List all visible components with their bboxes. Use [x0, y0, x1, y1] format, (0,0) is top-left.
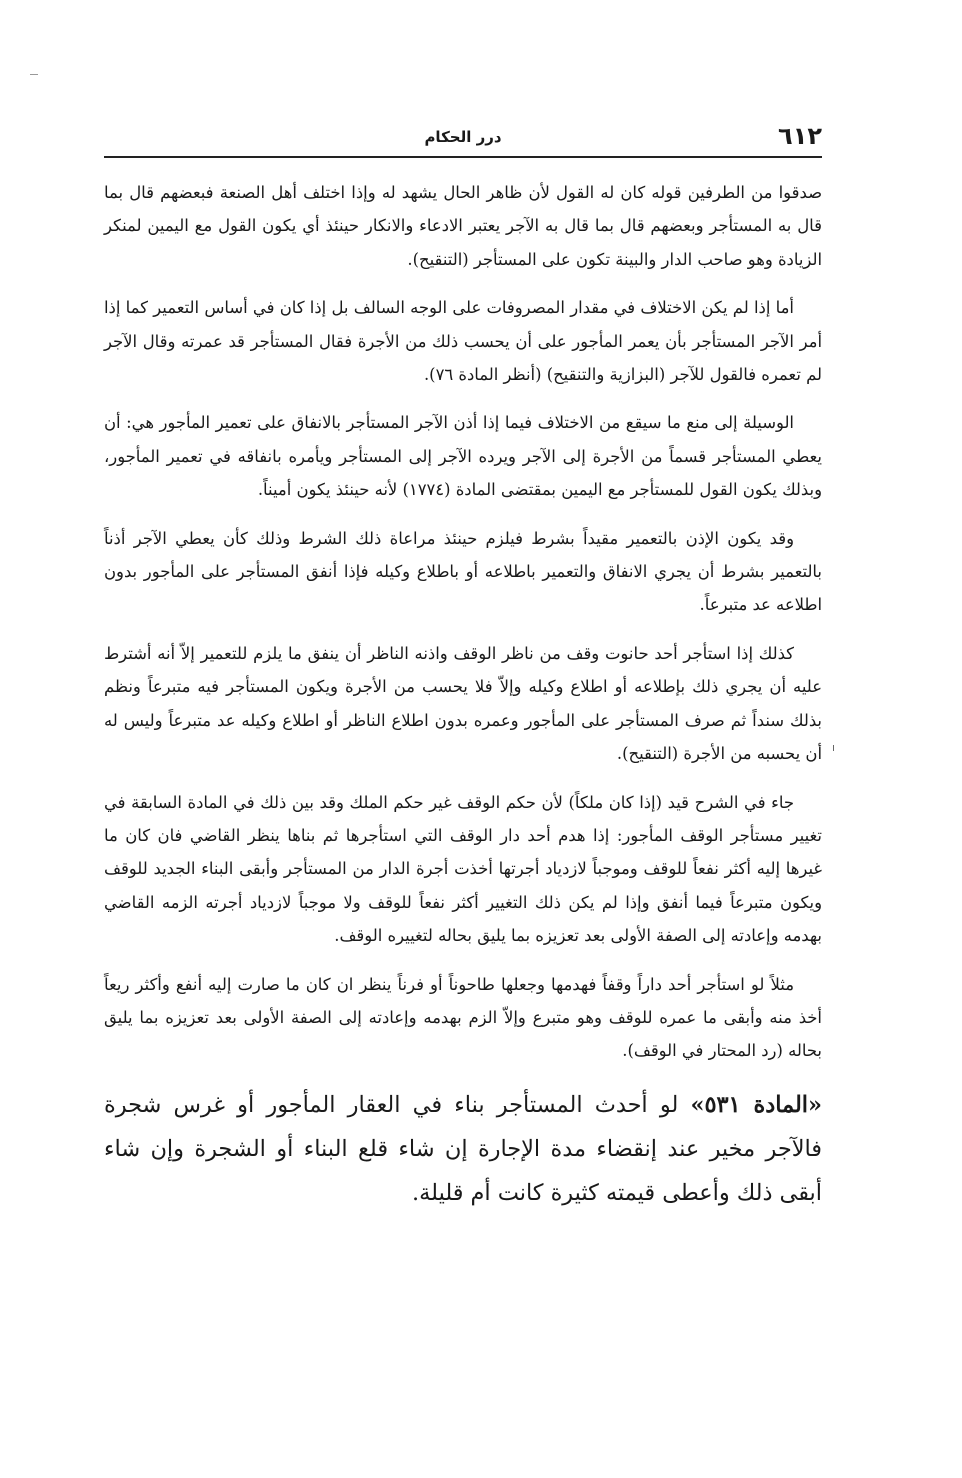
header-rule [104, 156, 822, 158]
paragraph: الوسيلة إلى منع ما سيقع من الاختلاف فيما إذا أذن الآجر المستأجر بالانفاق على تعمير المأجور هي: أن يعطي المستأجر قسماً من الأجرة إلى الآجر ويرده الآجر إلى المستأجر ويأمره بانفاقه في تعمير المأجور، وبذلك يكون القول للمستأجر مع اليمين بمقتضى المادة (١٧٧٤) لأنه حينئذ يكون أميناً. [104, 413, 822, 500]
running-title: درر الحكام [424, 128, 502, 146]
paragraph: كذلك إذا استأجر أحد حانوت وقف من ناظر الوقف واذنه الناظر أن ينفق ما يلزم للتعمير إلاّ أنه أشترط عليه أن يجري ذلك بإطلاعه أو اطلاع وكيله وإلاّ فلا يحسب من الأجرة ويكون المستأجر فيه متبرعاً ونظم بذلك سنداً ثم صرف المستأجر على المأجور وعمره بدون اطلاع الناظر أو اطلاع وكيله عد متبرعاً وليس له أن يحسبه من الأجرة (التنقيح). [104, 643, 822, 764]
scan-mark [30, 74, 38, 75]
page-header [104, 122, 822, 156]
article-531 [104, 1083, 822, 1215]
page-body [104, 176, 822, 1215]
paragraph: وقد يكون الإذن بالتعمير مقيداً بشرط فيلزم حينئذ مراعاة ذلك الشرط وذلك كأن يعطي الآجر أذناً بالتعمير بشرط أن يجري الانفاق والتعمير باطلاعه أو باطلاع وكيله فإذا أنفق المستأجر على المأجور بدون اطلاعه عد متبرعاً. [104, 528, 822, 615]
paragraph: صدقوا من الطرفين قوله كان له القول لأن ظاهر الحال يشهد له وإذا اختلف أهل الصنعة فبعضهم قال بما قال به المستأجر وبعضهم قال بما قال به الآجر يعتبر الادعاء والانكار حينئذ أي يكون القول مع اليمين لمنكر الزيادة وهو صاحب الدار والبينة تكون على المستأجر (التنقيح). [104, 183, 822, 269]
scan-mark [833, 745, 834, 751]
paragraph: جاء في الشرح قيد (إذا كان ملكاً) لأن حكم الوقف غير حكم الملك وقد بين ذلك في المادة السابقة في تغيير مستأجر الوقف المأجور: إذا هدم أحد دار الوقف التي استأجرها ثم بناها ينظر القاضي فان كان ما غيرها إليه أكثر نفعاً للوقف وموجباً لازدياد أجرتها أخذت أجرة الدار من المستأجر وأبقى البناء الجديد للوقف ويكون متبرعاً فيما أنفق وإذا لم يكن ذلك التغيير أكثر نفعاً للوقف ولا موجباً لازدياد أجرته الزمه القاضي بهدمه وإعادته إلى الصفة الأولى بعد تعزيزه بما يليق بحاله لتغييره الوقف. [104, 792, 822, 946]
paragraph: مثلاً لو استأجر أحد داراً وقفاً فهدمها وجعلها طاحوناً أو فرناً ينظر ان كان ما صارت إليه أنفع وأكثر ريعاً أخذ منه وأبقى ما عمره للوقف وهو متبرع وإلاّ الزم بهدمه وإعادته إلى الصفة الأولى بعد تعزيزه بما يليق بحاله (رد المحتار في الوقف). [104, 974, 822, 1061]
page-number: ٦١٢ [778, 122, 822, 150]
article-text: لو أحدث المستأجر بناء في العقار المأجور أو غرس شجرة فالآجر مخير عند إنقضاء مدة الإجارة إن شاء قلع البناء أو الشجرة وإن شاء أبقى ذلك وأعطى قيمته كثيرة كانت أم قليلة. [104, 1091, 822, 1206]
article-label: «المادة ٥٣١» [690, 1091, 822, 1118]
paragraph: أما إذا لم يكن الاختلاف في مقدار المصروفات على الوجه السالف بل إذا كان في أساس التعمير كما إذا أمر الآجر المستأجر بأن يعمر المأجور على أن يحسب ذلك من الأجرة فقال المستأجر قد عمرته وقال الآجر لم تعمره فالقول للآجر (البزازية والتنقيح) (أنظر المادة ٧٦). [104, 298, 822, 385]
